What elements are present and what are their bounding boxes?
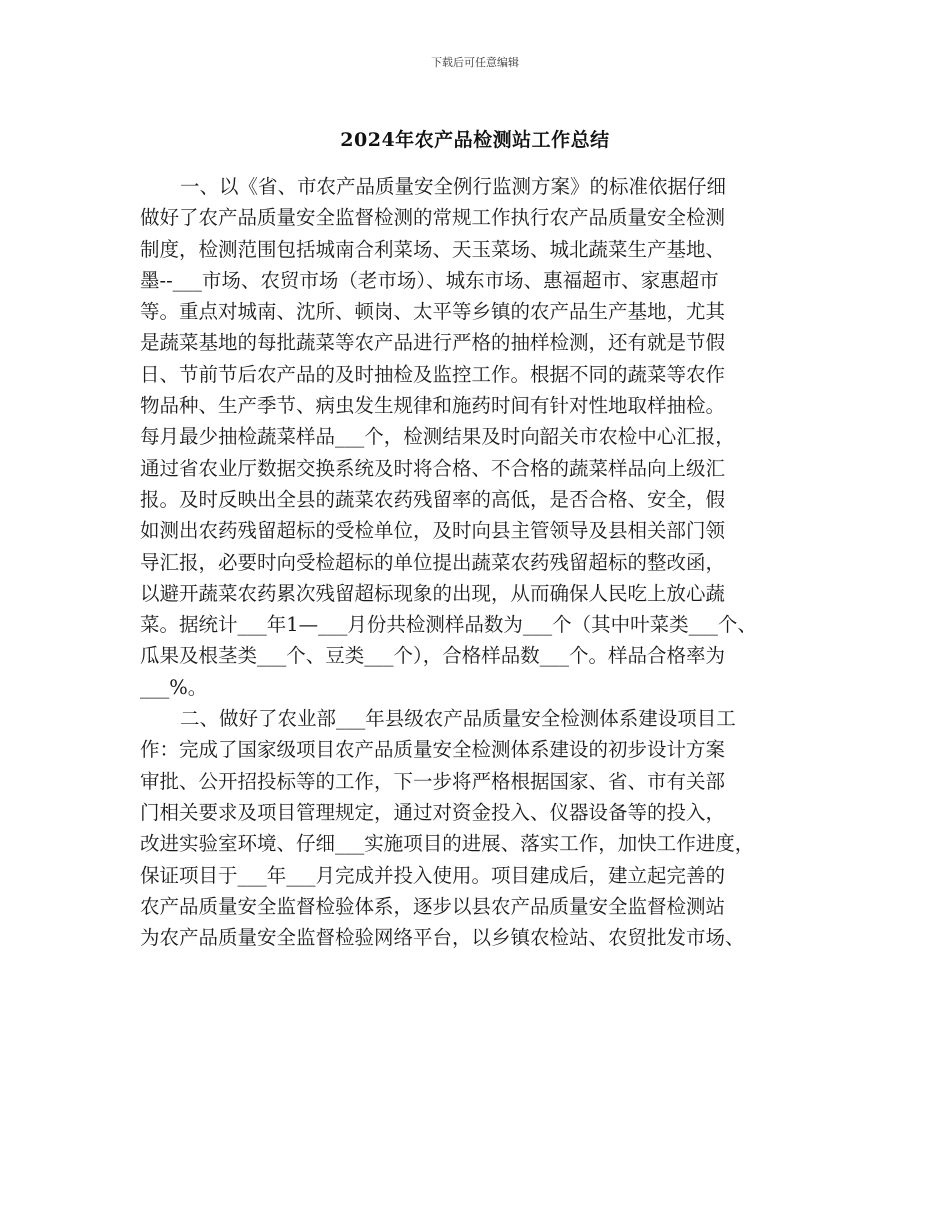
text-line: 瓜果及根茎类___个、豆类___个），合格样品数___个。样品合格率为 — [140, 644, 726, 668]
text-line: 日、节前节后农产品的及时抽检及监控工作。根据不同的蔬菜等农作 — [140, 362, 726, 386]
paragraph-1-first-line: 一、以《省、市农产品质量安全例行监测方案》的标准依据仔细 — [180, 175, 727, 198]
text-line: 作：完成了国家级项目农产品质量安全检测体系建设的初步设计方案 — [140, 738, 726, 762]
text-line: ___%。 — [140, 675, 208, 699]
text-line: 改进实验室环境、仔细___实施项目的进展、落实工作，加快工作进度， — [140, 832, 755, 856]
text-line: 墨--___市场、农贸市场（老市场）、城东市场、惠福超市、家惠超市 — [140, 268, 719, 292]
text-line: 每月最少抽检蔬菜样品___个，检测结果及时向韶关市农检中心汇报， — [140, 425, 735, 449]
text-line: 导汇报，必要时向受检超标的单位提出蔬菜农药残留超标的整改函， — [140, 550, 726, 574]
document-body — [140, 171, 828, 953]
text-line: 农产品质量安全监督检验体系，逐步以县农产品质量安全监督检测站 — [140, 894, 726, 918]
text-line: 门相关要求及项目管理规定，通过对资金投入、仪器设备等的投入， — [140, 800, 726, 824]
text-line: 如测出农药残留超标的受检单位，及时向县主管领导及县相关部门领 — [140, 519, 726, 543]
text-line: 以避开蔬菜农药累次残留超标现象的出现，从而确保人民吃上放心蔬 — [140, 581, 726, 605]
text-line: 是蔬菜基地的每批蔬菜等农产品进行严格的抽样检测，还有就是节假 — [140, 331, 726, 355]
text-line: 菜。据统计___年1—___月份共检测样品数为___个（其中叶菜类___个、 — [140, 613, 757, 637]
text-line: 报。及时反映出全县的蔬菜农药残留率的高低，是否合格、安全，假 — [140, 487, 726, 511]
paragraph-2-first-line: 二、做好了农业部___年县级农产品质量安全检测体系建设项目工 — [180, 707, 736, 731]
text-line: 通过省农业厅数据交换系统及时将合格、不合格的蔬菜样品向上级汇 — [140, 456, 726, 480]
text-line: 保证项目于___年___月完成并投入使用。项目建成后，建立起完善的 — [140, 863, 726, 887]
text-line: 为农产品质量安全监督检验网络平台，以乡镇农检站、农贸批发市场、 — [140, 926, 745, 950]
text-line: 做好了农产品质量安全监督检测的常规工作执行农产品质量安全检测 — [140, 206, 726, 230]
text-line: 等。重点对城南、沈所、顿岗、太平等乡镇的农产品生产基地，尤其 — [140, 300, 726, 324]
download-note: 下载后可任意编辑 — [431, 56, 519, 69]
text-line: 物品种、生产季节、病虫发生规律和施药时间有针对性地取样抽检。 — [140, 394, 726, 418]
text-line: 制度，检测范围包括城南合利菜场、天玉菜场、城北蔬菜生产基地、 — [140, 237, 726, 261]
page-title: 2024年农产品检测站工作总结 — [340, 129, 610, 151]
text-line: 审批、公开招投标等的工作，下一步将严格根据国家、省、市有关部 — [140, 769, 726, 793]
